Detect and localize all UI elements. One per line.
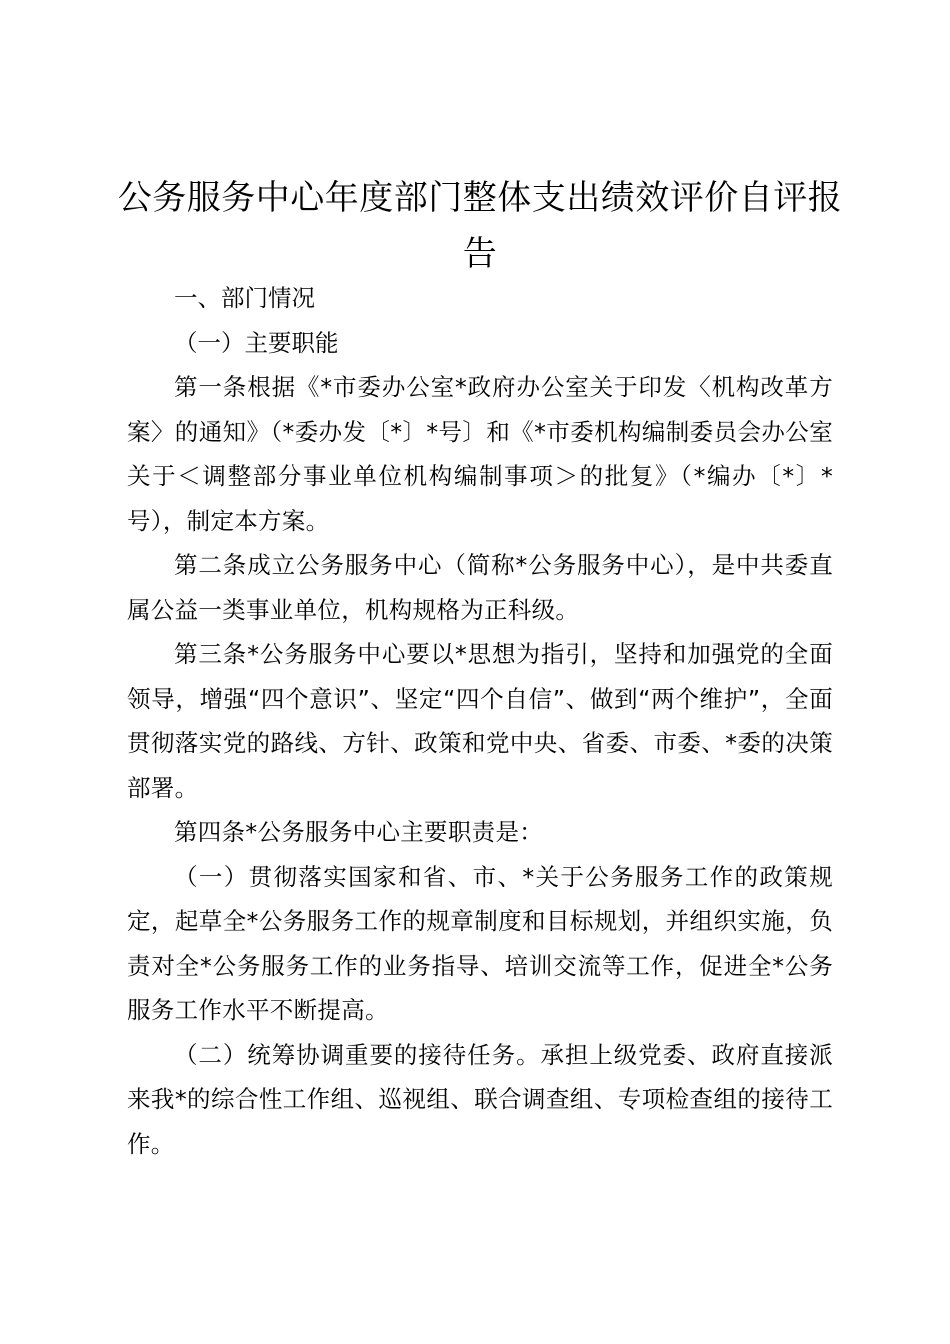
paragraph-duty-1: （一）贯彻落实国家和省、市、*关于公务服务工作的政策规定，起草全*公务服务工作的规章制度和目标规划，并组织实施，负责对全*公务服务工作的业务指导、培训交流等工作，促进全*公务服务工作水平不断提高。 — [127, 862, 833, 1024]
paragraph-article-3: 第三条*公务服务中心要以*思想为指引，坚持和加强党的全面领导，增强“四个意识”、坚定“四个自信”、做到“两个维护”，全面贯彻落实党的路线、方针、政策和党中央、省委、市委、*委的决策部署。 — [127, 640, 833, 802]
subsection-heading: （一）主要职能 — [174, 328, 339, 357]
paragraph-article-4: 第四条*公务服务中心主要职责是： — [174, 818, 544, 846]
document-title: 公务服务中心年度部门整体支出绩效评价自评报告 — [117, 178, 843, 274]
section-heading: 一、部门情况 — [174, 284, 315, 312]
paragraph-article-2: 第二条成立公务服务中心（简称*公务服务中心），是中共委直属公益一类事业单位，机构规格为正科级。 — [127, 551, 833, 624]
paragraph-article-1: 第一条根据《*市委办公室*政府办公室关于印发〈机构改革方案〉的通知》（*委办发〔*〕*号〕和《*市委机构编制委员会办公室关于＜调整部分事业单位机构编制事项＞的批复》（*编办〔*〕*号），制定本方案。 — [127, 373, 833, 535]
paragraph-duty-2: （二）统筹协调重要的接待任务。承担上级党委、政府直接派来我*的综合性工作组、巡视组、联合调查组、专项检查组的接待工作。 — [127, 1040, 833, 1158]
document-body — [127, 276, 833, 1166]
